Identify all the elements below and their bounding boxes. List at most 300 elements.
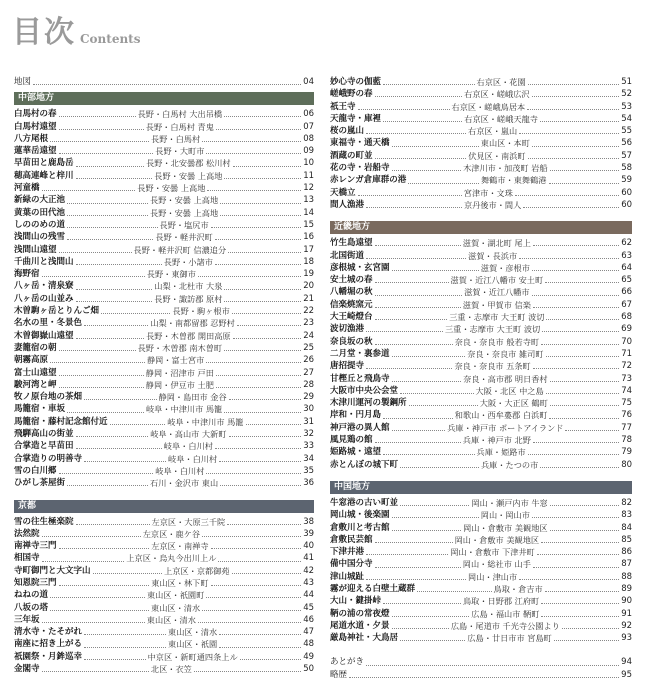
entry-location: 左京区・大原三千院 — [151, 516, 226, 527]
leader-dots — [375, 441, 461, 443]
leader-dots — [528, 453, 620, 455]
leader-dots — [392, 355, 466, 357]
leader-dots — [84, 633, 166, 635]
toc-entry[interactable] — [14, 465, 314, 477]
toc-entry[interactable] — [330, 336, 632, 348]
toc-entry[interactable] — [330, 113, 632, 125]
toc-entry[interactable] — [330, 373, 632, 385]
toc-entry[interactable] — [14, 528, 314, 540]
leader-dots — [532, 294, 620, 296]
leader-dots — [358, 194, 462, 196]
leader-dots — [550, 169, 620, 171]
toc-entry[interactable] — [14, 145, 314, 157]
entry-title: 合掌造と早苗田 — [14, 441, 74, 452]
leader-dots — [220, 484, 301, 486]
toc-entry[interactable] — [14, 256, 314, 268]
toc-entry[interactable] — [14, 477, 314, 489]
entry-title: 鞆の浦の常夜燈 — [330, 608, 390, 619]
leader-dots — [545, 590, 620, 592]
entry-page-number: 15 — [303, 219, 314, 230]
entry-title: 岡山城・後楽園 — [330, 510, 390, 521]
entry-location: 宮津市・文珠 — [463, 187, 513, 198]
entry-page-number: 26 — [303, 355, 314, 366]
leader-dots — [383, 120, 462, 122]
toc-entry[interactable] — [14, 552, 314, 564]
entry-location: 岡山・岡山市 — [480, 510, 530, 521]
leader-dots — [42, 535, 141, 537]
toc-entry[interactable] — [330, 187, 632, 199]
entry-page-number: 31 — [303, 416, 314, 427]
leader-dots — [59, 584, 150, 586]
leader-dots — [206, 361, 301, 363]
entry-page-number: 58 — [621, 163, 632, 174]
entry-title: 妻籠宿の朝 — [14, 342, 57, 353]
leader-dots — [519, 578, 619, 580]
toc-entry[interactable] — [330, 632, 632, 644]
leader-dots — [59, 374, 144, 376]
leader-dots — [540, 120, 619, 122]
leader-dots — [392, 529, 462, 531]
toc-entry[interactable] — [14, 602, 314, 614]
toc-entry[interactable] — [330, 669, 632, 681]
leader-dots — [59, 472, 154, 474]
entry-title: 赤とんぼの城下町 — [330, 459, 399, 470]
toc-entry[interactable] — [330, 311, 632, 323]
leader-dots — [227, 523, 301, 525]
toc-entry[interactable] — [14, 403, 314, 415]
toc-entry[interactable] — [14, 157, 314, 169]
entry-page-number: 09 — [303, 146, 314, 157]
leader-dots — [59, 349, 136, 351]
entry-title: 牧ノ原台地の茶畑 — [14, 392, 83, 403]
leader-dots — [541, 343, 619, 345]
toc-entry[interactable] — [330, 509, 632, 521]
entry-page-number: 93 — [621, 633, 632, 644]
entry-title: 木曽駒ヶ岳とりんご畑 — [14, 306, 100, 317]
leader-dots — [392, 615, 470, 617]
entry-page-number: 12 — [303, 183, 314, 194]
toc-entry[interactable] — [330, 199, 632, 211]
entry-page-number: 88 — [621, 571, 632, 582]
leader-dots — [519, 257, 619, 259]
toc-entry[interactable] — [14, 416, 314, 428]
toc-entry[interactable] — [330, 656, 632, 668]
entry-page-number: 28 — [303, 379, 314, 390]
entry-title: 倉敷民芸館 — [330, 534, 373, 545]
entry-location: 岡山・瀬戸内市 牛窓 — [471, 497, 548, 508]
entry-title: 花の寺・岩船寺 — [330, 163, 390, 174]
leader-dots — [392, 169, 462, 171]
leader-dots — [232, 572, 302, 574]
entry-title: 彦根城・玄宮園 — [330, 262, 390, 273]
toc-entry[interactable] — [14, 453, 314, 465]
toc-entry[interactable] — [14, 354, 314, 366]
toc-entry[interactable] — [14, 219, 314, 231]
entry-page-number: 41 — [303, 553, 314, 564]
leader-dots — [224, 411, 301, 413]
toc-entry[interactable] — [14, 342, 314, 354]
entry-location: 中京区・新町通四条上ル — [147, 651, 238, 662]
leader-dots — [366, 553, 448, 555]
entry-title: しののめの道 — [14, 219, 66, 230]
toc-entry[interactable] — [330, 608, 632, 620]
entry-title: 木津川運河の製鋼所 — [330, 398, 407, 409]
toc-entry[interactable] — [330, 385, 632, 397]
entry-location: 岡山・津山市 — [468, 571, 518, 582]
entry-title: 知恩院三門 — [14, 577, 57, 588]
leader-dots — [84, 658, 146, 660]
entry-title: 早苗田と鹿島岳 — [14, 158, 74, 169]
leader-dots — [207, 189, 301, 191]
toc-entry[interactable] — [14, 614, 314, 626]
entry-page-number: 33 — [303, 441, 314, 452]
toc-entry[interactable] — [14, 626, 314, 638]
toc-entry[interactable] — [14, 170, 314, 182]
entry-location: 広島・尾道市 千光寺公園より — [450, 620, 560, 631]
toc-entry[interactable] — [330, 571, 632, 583]
entry-location: 奈良・奈良市 雑司町 — [467, 348, 544, 359]
toc-entry[interactable] — [330, 162, 632, 174]
entry-location: 長野・安曇 上高地 — [154, 170, 223, 181]
toc-entry[interactable] — [14, 133, 314, 145]
entry-title: 尾道水道・夕景 — [330, 620, 390, 631]
entry-page-number: 91 — [621, 608, 632, 619]
toc-entry[interactable] — [14, 651, 314, 663]
entry-location: 長野・安曇 上高地 — [150, 207, 219, 218]
toc-entry[interactable] — [330, 286, 632, 298]
entry-page-number: 63 — [621, 250, 632, 261]
entry-page-number: 80 — [621, 459, 632, 470]
toc-entry[interactable] — [14, 317, 314, 329]
entry-page-number: 30 — [303, 404, 314, 415]
entry-location: 東山区・祇園 — [168, 639, 218, 650]
entry-location: 長野・駒ヶ根市 — [172, 306, 230, 317]
leader-dots — [218, 560, 301, 562]
leader-dots — [237, 324, 301, 326]
entry-title: 風見鶏の館 — [330, 435, 373, 446]
toc-entry[interactable] — [330, 88, 632, 100]
entry-title: 白馬村遠望 — [14, 121, 57, 132]
toc-entry[interactable] — [330, 620, 632, 632]
leader-dots — [541, 615, 619, 617]
leader-dots — [550, 504, 619, 506]
leader-dots — [76, 435, 149, 437]
section-header: 京都 — [14, 500, 314, 513]
entry-location: 左京区・鹿ケ谷 — [142, 528, 201, 539]
leader-dots — [366, 664, 619, 666]
entry-page-number: 64 — [621, 262, 632, 273]
entry-location: 長野・大町市 — [155, 146, 205, 157]
leader-dots — [375, 95, 463, 97]
toc-entry[interactable] — [330, 262, 632, 274]
toc-entry[interactable] — [14, 194, 314, 206]
leader-dots — [216, 128, 301, 130]
entry-location: 石川・金沢市 東山 — [150, 478, 219, 489]
entry-page-number: 55 — [621, 126, 632, 137]
entry-location: 東山区・祇園町 — [146, 590, 205, 601]
entry-title: 大阪市中央公会堂 — [330, 385, 399, 396]
leader-dots — [76, 177, 153, 179]
entry-title: 奈良坂の秋 — [330, 336, 373, 347]
toc-entry[interactable] — [330, 323, 632, 335]
entry-title: 岸和・円月島 — [330, 410, 382, 421]
entry-page-number: 62 — [621, 238, 632, 249]
leader-dots — [528, 83, 620, 85]
leader-dots — [527, 108, 619, 110]
entry-page-number: 32 — [303, 429, 314, 440]
entry-page-number: 13 — [303, 195, 314, 206]
entry-location: 三重・志摩市 大王町 波切 — [449, 312, 545, 323]
leader-dots — [42, 670, 149, 672]
entry-location: 長野・木曽郡 開田高原 — [146, 330, 231, 341]
entry-page-number: 23 — [303, 318, 314, 329]
leader-dots — [202, 140, 301, 142]
entry-page-number: 51 — [621, 77, 632, 87]
toc-entry[interactable] — [330, 150, 632, 162]
leader-dots — [219, 460, 301, 462]
entry-location: 滋賀・近江八幡市 安土町 — [450, 275, 544, 286]
leader-dots — [533, 566, 619, 568]
toc-left-column — [14, 76, 314, 675]
leader-dots — [198, 275, 301, 277]
leader-dots — [366, 330, 443, 332]
toc-entry[interactable] — [330, 348, 632, 360]
leader-dots — [50, 609, 149, 611]
toc-entry[interactable] — [14, 516, 314, 528]
entry-location: 三重・志摩市 大王町 波切 — [444, 324, 541, 335]
leader-dots — [76, 447, 162, 449]
entry-location: 東山区・清水 — [168, 627, 218, 638]
toc-entry[interactable] — [330, 522, 632, 534]
entry-title: 厳島神社・大鳥居 — [330, 633, 399, 644]
entry-location: 滋賀・長浜市 — [468, 250, 518, 261]
leader-dots — [392, 627, 449, 629]
entry-location: 滋賀・彦根市 — [480, 262, 530, 273]
entry-location: 岡山・総社市 山手 — [462, 559, 531, 570]
toc-entry[interactable] — [330, 76, 632, 88]
entry-location: 長野・白馬村 — [151, 133, 201, 144]
toc-entry[interactable] — [14, 244, 314, 256]
toc-entry[interactable] — [330, 534, 632, 546]
toc-entry[interactable] — [330, 595, 632, 607]
toc-entry[interactable] — [14, 589, 314, 601]
leader-dots — [206, 596, 301, 598]
entry-page-number: 76 — [621, 410, 632, 421]
entry-location: 静岡・富士宮市 — [146, 355, 205, 366]
leader-dots — [565, 429, 619, 431]
leader-dots — [42, 560, 125, 562]
toc-entry[interactable] — [14, 330, 314, 342]
leader-dots — [383, 602, 461, 604]
leader-dots — [67, 238, 153, 240]
toc-entry[interactable] — [330, 299, 632, 311]
toc-entry[interactable] — [14, 121, 314, 133]
toc-entry[interactable] — [14, 76, 314, 88]
entry-location: 長野・白馬村 大出吊橋 — [137, 109, 223, 120]
entry-location: 岐阜・白川村 — [168, 453, 218, 464]
leader-dots — [366, 257, 466, 259]
leader-dots — [549, 417, 619, 419]
toc-entry[interactable] — [330, 101, 632, 113]
entry-title: 南禅寺三門 — [14, 541, 57, 552]
leader-dots — [206, 152, 301, 154]
leader-dots — [50, 596, 145, 598]
leader-dots — [542, 330, 619, 332]
leader-dots — [375, 541, 453, 543]
toc-entry[interactable] — [330, 174, 632, 186]
leader-dots — [59, 386, 144, 388]
entry-location: 奈良・奈良市 般若寺町 — [454, 336, 540, 347]
section-header: 中部地方 — [14, 92, 314, 105]
toc-entry[interactable] — [330, 497, 632, 509]
entry-title: 二月堂・裏参道 — [330, 348, 390, 359]
leader-dots — [224, 177, 301, 179]
entry-title: 地図 — [14, 77, 32, 87]
entry-title: ねねの道 — [14, 590, 49, 601]
leader-dots — [383, 417, 453, 419]
toc-entry[interactable] — [330, 250, 632, 262]
leader-dots — [240, 658, 302, 660]
entry-page-number: 90 — [621, 596, 632, 607]
entry-page-number: 34 — [303, 453, 314, 464]
entry-title: 馬籠宿・藤村記念館付近 — [14, 416, 108, 427]
section-header: 中国地方 — [330, 481, 632, 494]
leader-dots — [533, 441, 619, 443]
entry-title: 駿河湾と岬 — [14, 379, 57, 390]
toc-entry[interactable] — [330, 125, 632, 137]
entry-page-number: 42 — [303, 565, 314, 576]
toc-entry[interactable] — [330, 422, 632, 434]
entry-page-number: 17 — [303, 244, 314, 255]
leader-dots — [33, 83, 301, 85]
toc-entry[interactable] — [14, 280, 314, 292]
toc-entry[interactable] — [14, 207, 314, 219]
leader-dots — [84, 324, 148, 326]
leader-dots — [67, 214, 148, 216]
toc-entry[interactable] — [14, 268, 314, 280]
entry-title: 祇王寺 — [330, 101, 356, 112]
toc-entry[interactable] — [330, 274, 632, 286]
leader-dots — [400, 639, 465, 641]
entry-location: 岐阜・中津川市 馬籠 — [145, 404, 223, 415]
toc-entry[interactable] — [14, 577, 314, 589]
entry-location: 長野・木曽郡 南木曽町 — [137, 342, 223, 353]
toc-entry[interactable] — [330, 137, 632, 149]
toc-entry[interactable] — [330, 237, 632, 249]
toc-entry[interactable] — [14, 231, 314, 243]
leader-dots — [550, 404, 619, 406]
leader-dots — [202, 535, 301, 537]
entry-location: 京丹後市・間人 — [463, 199, 522, 210]
entry-page-number: 65 — [621, 275, 632, 286]
toc-entry[interactable] — [14, 638, 314, 650]
entry-page-number: 56 — [621, 138, 632, 149]
leader-dots — [224, 288, 301, 290]
toc-entry[interactable] — [330, 459, 632, 471]
toc-entry[interactable] — [330, 397, 632, 409]
entry-location: 大阪・大正区 鶴町 — [479, 398, 548, 409]
entry-page-number: 46 — [303, 614, 314, 625]
entry-page-number: 79 — [621, 447, 632, 458]
toc-entry[interactable] — [330, 360, 632, 372]
entry-page-number: 54 — [621, 113, 632, 124]
entry-page-number: 40 — [303, 541, 314, 552]
toc-entry[interactable] — [14, 565, 314, 577]
toc-entry[interactable] — [330, 558, 632, 570]
leader-dots — [219, 646, 301, 648]
entry-page-number: 73 — [621, 373, 632, 384]
entry-page-number: 21 — [303, 293, 314, 304]
entry-location: 鳥取・日野郡 江府町 — [462, 596, 540, 607]
entry-title: 霧が迎える白壁土蔵群 — [330, 583, 416, 594]
toc-entry[interactable] — [330, 409, 632, 421]
toc-entry[interactable] — [14, 428, 314, 440]
leader-dots — [42, 189, 136, 191]
toc-entry[interactable] — [14, 182, 314, 194]
toc-entry[interactable] — [14, 379, 314, 391]
entry-title: 黄葉の田代池 — [14, 207, 66, 218]
entry-location: 左京区・南禅寺 — [151, 541, 209, 552]
toc-entry[interactable] — [14, 367, 314, 379]
entry-location: 兵庫・神戸市 北野 — [462, 435, 531, 446]
leader-dots — [50, 140, 149, 142]
entry-page-number: 74 — [621, 385, 632, 396]
leader-dots — [537, 553, 619, 555]
entry-title: 相国寺 — [14, 553, 40, 564]
toc-entry[interactable] — [14, 540, 314, 552]
entry-location: 静岡・島田市 金谷 — [158, 392, 227, 403]
entry-location: 右京区・嵯峨天龍寺 — [464, 113, 538, 124]
entry-title: 八ヶ岳の山並み — [14, 293, 74, 304]
leader-dots — [532, 95, 620, 97]
entry-title: 雪の往生極楽院 — [14, 516, 74, 527]
leader-dots — [541, 541, 619, 543]
entry-location: 長野・小諸市 — [163, 256, 213, 267]
toc-entry[interactable] — [14, 391, 314, 403]
leader-dots — [50, 361, 145, 363]
entry-title: 桜の嵐山 — [330, 126, 365, 137]
toc-entry[interactable] — [14, 293, 314, 305]
entry-title: 飛騨高山の街並 — [14, 429, 74, 440]
leader-dots — [76, 337, 145, 339]
entry-title: 馬籠宿・車坂 — [14, 404, 66, 415]
toc-entry[interactable] — [330, 446, 632, 458]
toc-entry[interactable] — [330, 583, 632, 595]
entry-title: 天龍寺・庫裡 — [330, 113, 382, 124]
entry-location: 広島・廿日市市 宮島町 — [467, 633, 552, 644]
toc-entry[interactable] — [14, 440, 314, 452]
entry-title: 唐招提寺 — [330, 361, 365, 372]
toc-entry[interactable] — [14, 108, 314, 120]
toc-entry[interactable] — [330, 434, 632, 446]
entry-page-number: 48 — [303, 639, 314, 650]
leader-dots — [383, 453, 475, 455]
toc-entry[interactable] — [14, 305, 314, 317]
entry-location: 岐阜・中津川市 馬籠 — [167, 416, 244, 427]
toc-entry[interactable] — [330, 546, 632, 558]
leader-dots — [76, 288, 153, 290]
entry-page-number: 22 — [303, 306, 314, 317]
entry-location: 広島・福山市 鞆町 — [471, 608, 540, 619]
entry-location: 山梨・南都留郡 忍野村 — [150, 318, 235, 329]
leader-dots — [233, 337, 302, 339]
entry-page-number: 04 — [303, 77, 314, 87]
leader-dots — [229, 435, 302, 437]
entry-page-number: 77 — [621, 422, 632, 433]
entry-page-number: 86 — [621, 547, 632, 558]
entry-location: 上京区・京都御苑 — [164, 565, 230, 576]
toc-entry[interactable] — [14, 663, 314, 675]
